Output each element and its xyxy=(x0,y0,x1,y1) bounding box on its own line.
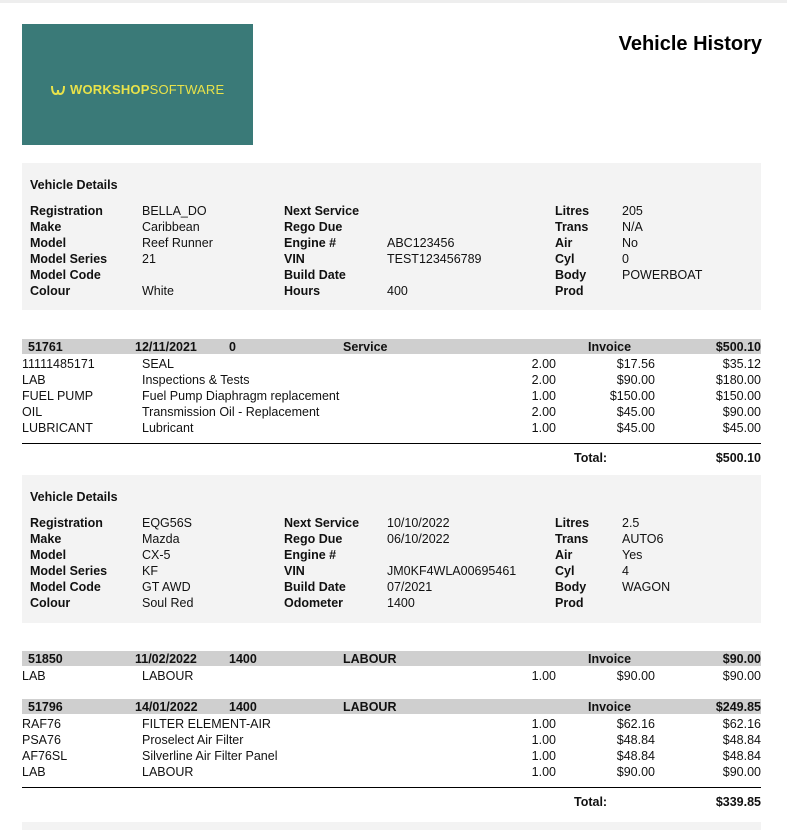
vehicle-details-panel xyxy=(22,475,761,623)
invoice-amount: $500.10 xyxy=(715,340,761,354)
detail-label: Rego Due xyxy=(284,532,343,546)
detail-label: Build Date xyxy=(284,580,346,594)
vehicle-detail-row xyxy=(22,236,761,252)
line-quantity: 1.00 xyxy=(531,421,556,435)
detail-value: TEST123456789 xyxy=(387,252,482,266)
vehicle-detail-row xyxy=(22,516,761,532)
detail-value: AUTO6 xyxy=(622,532,664,546)
total-label: Total: xyxy=(574,795,608,809)
line-description: Inspections & Tests xyxy=(142,373,250,387)
detail-value: 07/2021 xyxy=(387,580,433,594)
invoice-line xyxy=(22,749,761,765)
line-price: $45.00 xyxy=(616,405,655,419)
detail-label: VIN xyxy=(284,252,305,266)
invoice-header xyxy=(22,699,761,714)
company-logo xyxy=(22,24,253,145)
detail-value: CX-5 xyxy=(142,548,171,562)
vehicle-detail-row xyxy=(22,564,761,580)
detail-label: Trans xyxy=(555,532,589,546)
detail-label: Body xyxy=(555,580,587,594)
vehicle-details-heading: Vehicle Details xyxy=(30,490,118,504)
line-quantity: 1.00 xyxy=(531,389,556,403)
total-divider xyxy=(22,443,761,444)
next-section-strip xyxy=(22,822,761,830)
line-code: RAF76 xyxy=(22,717,61,731)
page-title: Vehicle History xyxy=(618,33,762,55)
invoice-line xyxy=(22,733,761,749)
line-quantity: 2.00 xyxy=(531,405,556,419)
invoice-line xyxy=(22,389,761,405)
vehicle-detail-row xyxy=(22,252,761,268)
invoice-amount: $90.00 xyxy=(722,652,761,666)
detail-label: Model xyxy=(30,548,67,562)
line-quantity: 1.00 xyxy=(531,749,556,763)
detail-value: 21 xyxy=(142,252,156,266)
invoice-number: 51796 xyxy=(28,700,63,714)
detail-value: WAGON xyxy=(622,580,671,594)
detail-label: Model Code xyxy=(30,580,101,594)
line-total: $35.12 xyxy=(722,357,761,371)
line-code: AF76SL xyxy=(22,749,68,763)
detail-value: ABC123456 xyxy=(387,236,455,250)
line-description: LABOUR xyxy=(142,669,194,683)
line-quantity: 1.00 xyxy=(531,717,556,731)
line-description: FILTER ELEMENT-AIR xyxy=(142,717,271,731)
vehicle-details-heading: Vehicle Details xyxy=(30,178,118,192)
line-quantity: 1.00 xyxy=(531,669,556,683)
line-quantity: 2.00 xyxy=(531,373,556,387)
invoice-doc-type: Invoice xyxy=(588,652,632,666)
detail-label: Registration xyxy=(30,204,103,218)
detail-label: Prod xyxy=(555,596,584,610)
detail-label: Model Series xyxy=(30,252,108,266)
detail-label: Next Service xyxy=(284,204,360,218)
detail-label: VIN xyxy=(284,564,305,578)
line-quantity: 1.00 xyxy=(531,733,556,747)
line-price: $45.00 xyxy=(616,421,655,435)
line-price: $48.84 xyxy=(616,733,655,747)
invoice-type: LABOUR xyxy=(343,652,397,666)
line-description: Transmission Oil - Replacement xyxy=(142,405,320,419)
invoice-line xyxy=(22,717,761,733)
line-description: LABOUR xyxy=(142,765,194,779)
vehicle-detail-row xyxy=(22,548,761,564)
total-amount: $500.10 xyxy=(715,451,761,465)
detail-label: Hours xyxy=(284,284,321,298)
line-total: $62.16 xyxy=(722,717,761,731)
invoice-number: 51761 xyxy=(28,340,63,354)
detail-label: Engine # xyxy=(284,548,337,562)
invoice-line xyxy=(22,421,761,437)
detail-label: Rego Due xyxy=(284,220,343,234)
total-row xyxy=(22,795,761,811)
invoice-line xyxy=(22,765,761,781)
invoice-doc-type: Invoice xyxy=(588,700,632,714)
detail-value: GT AWD xyxy=(142,580,191,594)
detail-value: 400 xyxy=(387,284,408,298)
detail-value: 10/10/2022 xyxy=(387,516,450,530)
line-code: OIL xyxy=(22,405,43,419)
detail-value: Mazda xyxy=(142,532,180,546)
total-divider xyxy=(22,787,761,788)
line-price: $62.16 xyxy=(616,717,655,731)
invoice-odometer: 0 xyxy=(229,340,236,354)
detail-label: Body xyxy=(555,268,587,282)
detail-value: JM0KF4WLA00695461 xyxy=(387,564,517,578)
detail-value: N/A xyxy=(622,220,643,234)
line-description: Lubricant xyxy=(142,421,194,435)
detail-label: Odometer xyxy=(284,596,344,610)
detail-value: Caribbean xyxy=(142,220,200,234)
detail-label: Make xyxy=(30,220,62,234)
invoice-odometer: 1400 xyxy=(229,700,257,714)
detail-label: Build Date xyxy=(284,268,346,282)
detail-label: Prod xyxy=(555,284,584,298)
line-code: LAB xyxy=(22,669,46,683)
detail-label: Colour xyxy=(30,596,71,610)
invoice-header xyxy=(22,651,761,666)
line-description: Silverline Air Filter Panel xyxy=(142,749,278,763)
detail-label: Colour xyxy=(30,284,71,298)
line-quantity: 2.00 xyxy=(531,357,556,371)
invoice-line xyxy=(22,405,761,421)
detail-label: Air xyxy=(555,548,573,562)
detail-value: 1400 xyxy=(387,596,415,610)
line-total: $90.00 xyxy=(722,405,761,419)
logo-text-bold: WORKSHOP xyxy=(70,82,150,97)
detail-label: Air xyxy=(555,236,573,250)
detail-value: BELLA_DO xyxy=(142,204,207,218)
total-label: Total: xyxy=(574,451,608,465)
line-code: PSA76 xyxy=(22,733,61,747)
invoice-number: 51850 xyxy=(28,652,63,666)
line-description: Proselect Air Filter xyxy=(142,733,244,747)
invoice-date: 14/01/2022 xyxy=(135,700,198,714)
detail-label: Engine # xyxy=(284,236,337,250)
line-price: $17.56 xyxy=(616,357,655,371)
vehicle-detail-row xyxy=(22,580,761,596)
line-description: SEAL xyxy=(142,357,174,371)
line-code: FUEL PUMP xyxy=(22,389,94,403)
line-code: LAB xyxy=(22,765,46,779)
vehicle-detail-row xyxy=(22,284,761,300)
line-price: $90.00 xyxy=(616,669,655,683)
detail-value: POWERBOAT xyxy=(622,268,703,282)
detail-label: Model xyxy=(30,236,67,250)
vehicle-details-panel xyxy=(22,163,761,310)
workshop-logo-icon xyxy=(50,84,66,96)
detail-label: Next Service xyxy=(284,516,360,530)
detail-label: Model Code xyxy=(30,268,101,282)
invoice-line xyxy=(22,669,761,685)
invoice-line xyxy=(22,373,761,389)
line-price: $150.00 xyxy=(609,389,655,403)
line-total: $90.00 xyxy=(722,669,761,683)
line-description: Fuel Pump Diaphragm replacement xyxy=(142,389,340,403)
invoice-odometer: 1400 xyxy=(229,652,257,666)
detail-value: White xyxy=(142,284,174,298)
detail-label: Registration xyxy=(30,516,103,530)
invoice-type: LABOUR xyxy=(343,700,397,714)
detail-value: Soul Red xyxy=(142,596,194,610)
detail-label: Make xyxy=(30,532,62,546)
line-total: $45.00 xyxy=(722,421,761,435)
invoice-line xyxy=(22,357,761,373)
line-code: 11111485171 xyxy=(22,357,95,371)
line-total: $150.00 xyxy=(715,389,761,403)
detail-value: 4 xyxy=(622,564,629,578)
detail-value: No xyxy=(622,236,638,250)
invoice-doc-type: Invoice xyxy=(588,340,632,354)
total-row xyxy=(22,451,761,467)
total-amount: $339.85 xyxy=(715,795,761,809)
invoice-date: 12/11/2021 xyxy=(135,340,197,354)
detail-value: 0 xyxy=(622,252,629,266)
line-total: $180.00 xyxy=(715,373,761,387)
vehicle-detail-row xyxy=(22,220,761,236)
detail-value: 2.5 xyxy=(622,516,640,530)
detail-value: 06/10/2022 xyxy=(387,532,450,546)
detail-label: Litres xyxy=(555,516,590,530)
detail-label: Litres xyxy=(555,204,590,218)
line-price: $90.00 xyxy=(616,765,655,779)
detail-value: EQG56S xyxy=(142,516,193,530)
vehicle-detail-row xyxy=(22,532,761,548)
logo-text-light: SOFTWARE xyxy=(149,82,225,97)
invoice-amount: $249.85 xyxy=(715,700,761,714)
top-divider xyxy=(0,0,787,3)
line-code: LUBRICANT xyxy=(22,421,93,435)
line-price: $48.84 xyxy=(616,749,655,763)
detail-label: Cyl xyxy=(555,252,575,266)
invoice-header xyxy=(22,339,761,354)
invoice-date: 11/02/2022 xyxy=(135,652,197,666)
detail-value: KF xyxy=(142,564,158,578)
detail-label: Model Series xyxy=(30,564,108,578)
line-code: LAB xyxy=(22,373,46,387)
line-price: $90.00 xyxy=(616,373,655,387)
invoice-type: Service xyxy=(343,340,388,354)
line-total: $48.84 xyxy=(722,733,761,747)
line-quantity: 1.00 xyxy=(531,765,556,779)
line-total: $90.00 xyxy=(722,765,761,779)
detail-value: Reef Runner xyxy=(142,236,213,250)
line-total: $48.84 xyxy=(722,749,761,763)
vehicle-detail-row xyxy=(22,268,761,284)
detail-value: 205 xyxy=(622,204,643,218)
vehicle-detail-row xyxy=(22,204,761,220)
vehicle-detail-row xyxy=(22,596,761,612)
detail-value: Yes xyxy=(622,548,643,562)
detail-label: Cyl xyxy=(555,564,575,578)
detail-label: Trans xyxy=(555,220,589,234)
